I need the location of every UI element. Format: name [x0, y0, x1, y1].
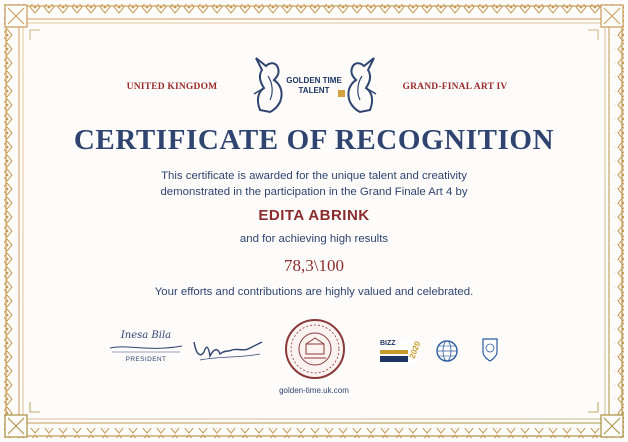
certificate-title: CERTIFICATE OF RECOGNITION [73, 124, 555, 156]
corner-ornament-top-left [5, 5, 27, 27]
website-link[interactable]: golden-time.uk.com [279, 386, 349, 395]
shield-icon [482, 338, 498, 362]
logo-line-1: GOLDEN TIME [286, 76, 342, 85]
recipient-name: EDITA ABRINK [258, 207, 370, 224]
closing-text: Your efforts and contributions are highly valued and celebrated. [154, 286, 474, 298]
president-signature: Inesa Bila [120, 330, 172, 341]
signature-underline [108, 342, 184, 354]
president-label: PRESIDENT [125, 356, 167, 363]
second-signature [190, 334, 266, 364]
bizz-award-badge [380, 340, 423, 364]
logo-wordmark [282, 76, 346, 96]
globe-icon [436, 340, 458, 362]
corner-ornament-top-right [601, 5, 623, 27]
description-line-1: This certificate is awarded for the unique talent and creativity [161, 170, 467, 182]
logo-line-2: TALENT [298, 86, 330, 95]
event-label: GRAND-FINAL ART IV [402, 82, 508, 92]
score-value: 78,3\100 [284, 256, 344, 275]
description-line-2: demonstrated in the participation in the Grand Finale Art 4 by [160, 186, 468, 198]
unicorn-left-icon [254, 58, 282, 112]
achievement-text: and for achieving high results [239, 233, 389, 245]
country-label: UNITED KINGDOM [126, 82, 218, 92]
certificate-description [114, 168, 514, 200]
bizz-label: BIZZ [380, 340, 396, 347]
unicorn-right-icon [348, 58, 376, 112]
corner-ornament-bottom-left [5, 415, 27, 437]
seal-icon [284, 318, 346, 380]
bizz-year: 2020 [407, 340, 423, 360]
corner-ornament-bottom-right [601, 415, 623, 437]
